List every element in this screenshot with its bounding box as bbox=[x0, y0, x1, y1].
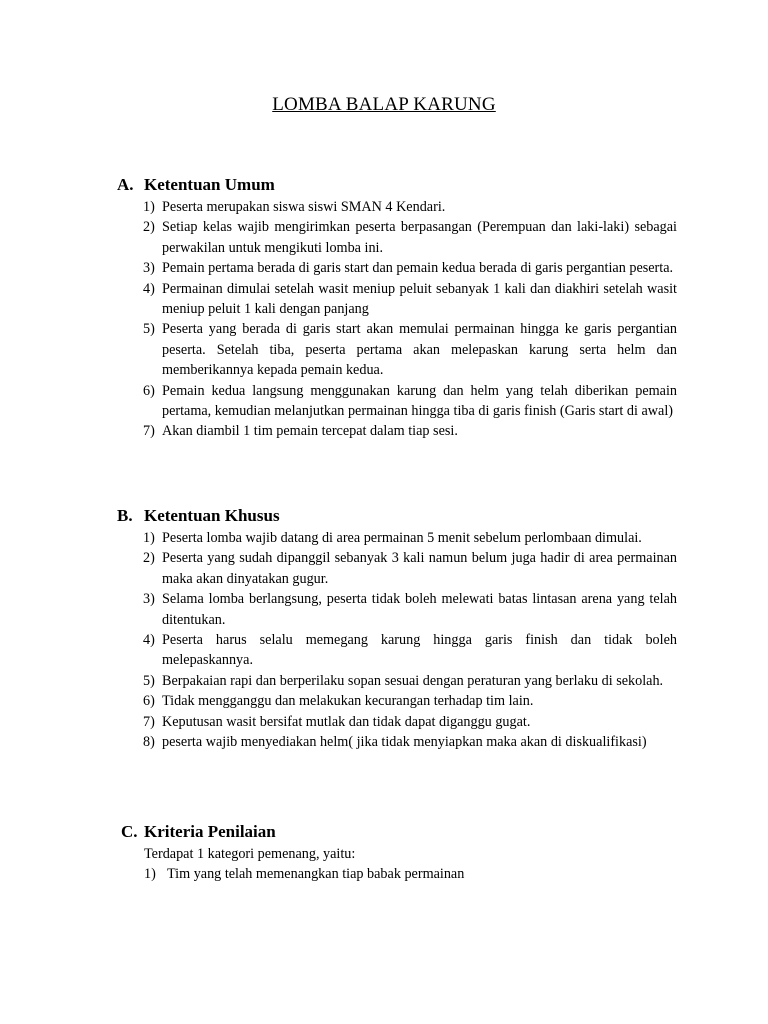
item-text: Peserta yang sudah dipanggil sebanyak 3 kali namun belum juga hadir di area permainan maka akan dinyatakan gugur. bbox=[162, 550, 677, 587]
section-ketentuan-umum bbox=[117, 173, 677, 442]
section-title: Ketentuan Umum bbox=[144, 175, 275, 194]
section-heading bbox=[117, 173, 677, 197]
section-title: Ketentuan Khusus bbox=[144, 506, 280, 525]
section-letter: B. bbox=[117, 506, 133, 525]
item-number: 8) bbox=[143, 734, 155, 751]
item-number: 3) bbox=[143, 591, 155, 608]
list-item bbox=[117, 217, 677, 258]
section-letter: C. bbox=[121, 822, 138, 841]
item-number: 5) bbox=[143, 672, 155, 689]
item-text: Tidak mengganggu dan melakukan kecurangan terhadap tim lain. bbox=[162, 693, 534, 710]
list-item bbox=[117, 319, 677, 380]
item-text: Keputusan wasit bersifat mutlak dan tidak dapat diganggu gugat. bbox=[162, 713, 531, 730]
item-text: Peserta yang berada di garis start akan memulai permainan hingga ke garis pergantian peserta. Setelah tiba, peserta pertama akan melepaskan karung serta helm dan memberikannya kepada pemain kedua. bbox=[162, 321, 677, 379]
item-text: Berpakaian rapi dan berperilaku sopan sesuai dengan peraturan yang berlaku di sekolah. bbox=[162, 672, 664, 689]
item-number: 4) bbox=[143, 280, 155, 297]
item-number: 2) bbox=[143, 550, 155, 567]
list-item bbox=[117, 381, 677, 422]
section-letter: A. bbox=[117, 175, 134, 194]
item-number: 2) bbox=[143, 219, 155, 236]
list-item bbox=[117, 691, 677, 711]
item-number: 1) bbox=[143, 199, 155, 215]
rule-list bbox=[117, 197, 677, 442]
item-text: Peserta harus selalu memegang karung hingga garis finish dan tidak boleh melepaskannya. bbox=[162, 632, 677, 669]
item-text: Setiap kelas wajib mengirimkan peserta berpasangan (Perempuan dan laki-laki) sebagai perwakilan untuk mengikuti lomba ini. bbox=[162, 219, 677, 256]
item-number: 1) bbox=[143, 530, 155, 546]
item-text: Peserta merupakan siswa siswi SMAN 4 Kendari. bbox=[162, 199, 446, 215]
item-text: Akan diambil 1 tim pemain tercepat dalam tiap sesi. bbox=[162, 423, 458, 440]
section-intro: Terdapat 1 kategori pemenang, yaitu: bbox=[144, 846, 356, 862]
item-text: Pemain kedua langsung menggunakan karung dan helm yang telah diberikan pemain pertama, kemudian melanjutkan permainan hingga tiba di garis finish (Garis start di awal) bbox=[162, 382, 677, 420]
list-item bbox=[121, 864, 681, 884]
item-number: 5) bbox=[143, 321, 155, 338]
list-item bbox=[117, 421, 677, 441]
list-item bbox=[117, 732, 677, 752]
section-heading bbox=[117, 504, 677, 528]
item-number: 7) bbox=[143, 423, 155, 440]
list-item bbox=[117, 712, 677, 732]
list-item bbox=[117, 671, 677, 691]
item-number: 1) bbox=[144, 866, 156, 883]
list-item bbox=[117, 589, 677, 630]
section-kriteria-penilaian bbox=[121, 820, 681, 885]
section-title: Kriteria Penilaian bbox=[144, 822, 276, 841]
list-item bbox=[117, 197, 677, 217]
item-text: Pemain pertama berada di garis start dan pemain kedua berada di garis pergantian peserta. bbox=[162, 260, 674, 277]
section-ketentuan-khusus bbox=[117, 504, 677, 752]
list-item bbox=[117, 548, 677, 589]
item-text: Tim yang telah memenangkan tiap babak permainan bbox=[167, 866, 465, 883]
item-number: 6) bbox=[143, 693, 155, 710]
list-item bbox=[117, 258, 677, 278]
rule-list bbox=[117, 528, 677, 752]
item-number: 3) bbox=[143, 260, 155, 277]
page-title: LOMBA BALAP KARUNG bbox=[272, 94, 496, 115]
item-number: 7) bbox=[143, 713, 155, 730]
criteria-list bbox=[121, 864, 681, 884]
item-text: Selama lomba berlangsung, peserta tidak boleh melewati batas lintasan arena yang telah ditentukan. bbox=[162, 591, 677, 628]
list-item bbox=[117, 528, 677, 548]
list-item bbox=[117, 279, 677, 320]
item-text: peserta wajib menyediakan helm( jika tidak menyiapkan maka akan di diskualifikasi) bbox=[162, 734, 647, 751]
item-number: 6) bbox=[143, 382, 155, 399]
list-item bbox=[117, 630, 677, 671]
item-number: 4) bbox=[143, 632, 155, 649]
item-text: Permainan dimulai setelah wasit meniup peluit sebanyak 1 kali dan diakhiri setelah wasit meniup peluit 1 kali dengan panjang bbox=[162, 280, 677, 318]
section-heading bbox=[121, 820, 681, 844]
item-text: Peserta lomba wajib datang di area permainan 5 menit sebelum perlombaan dimulai. bbox=[162, 530, 642, 546]
